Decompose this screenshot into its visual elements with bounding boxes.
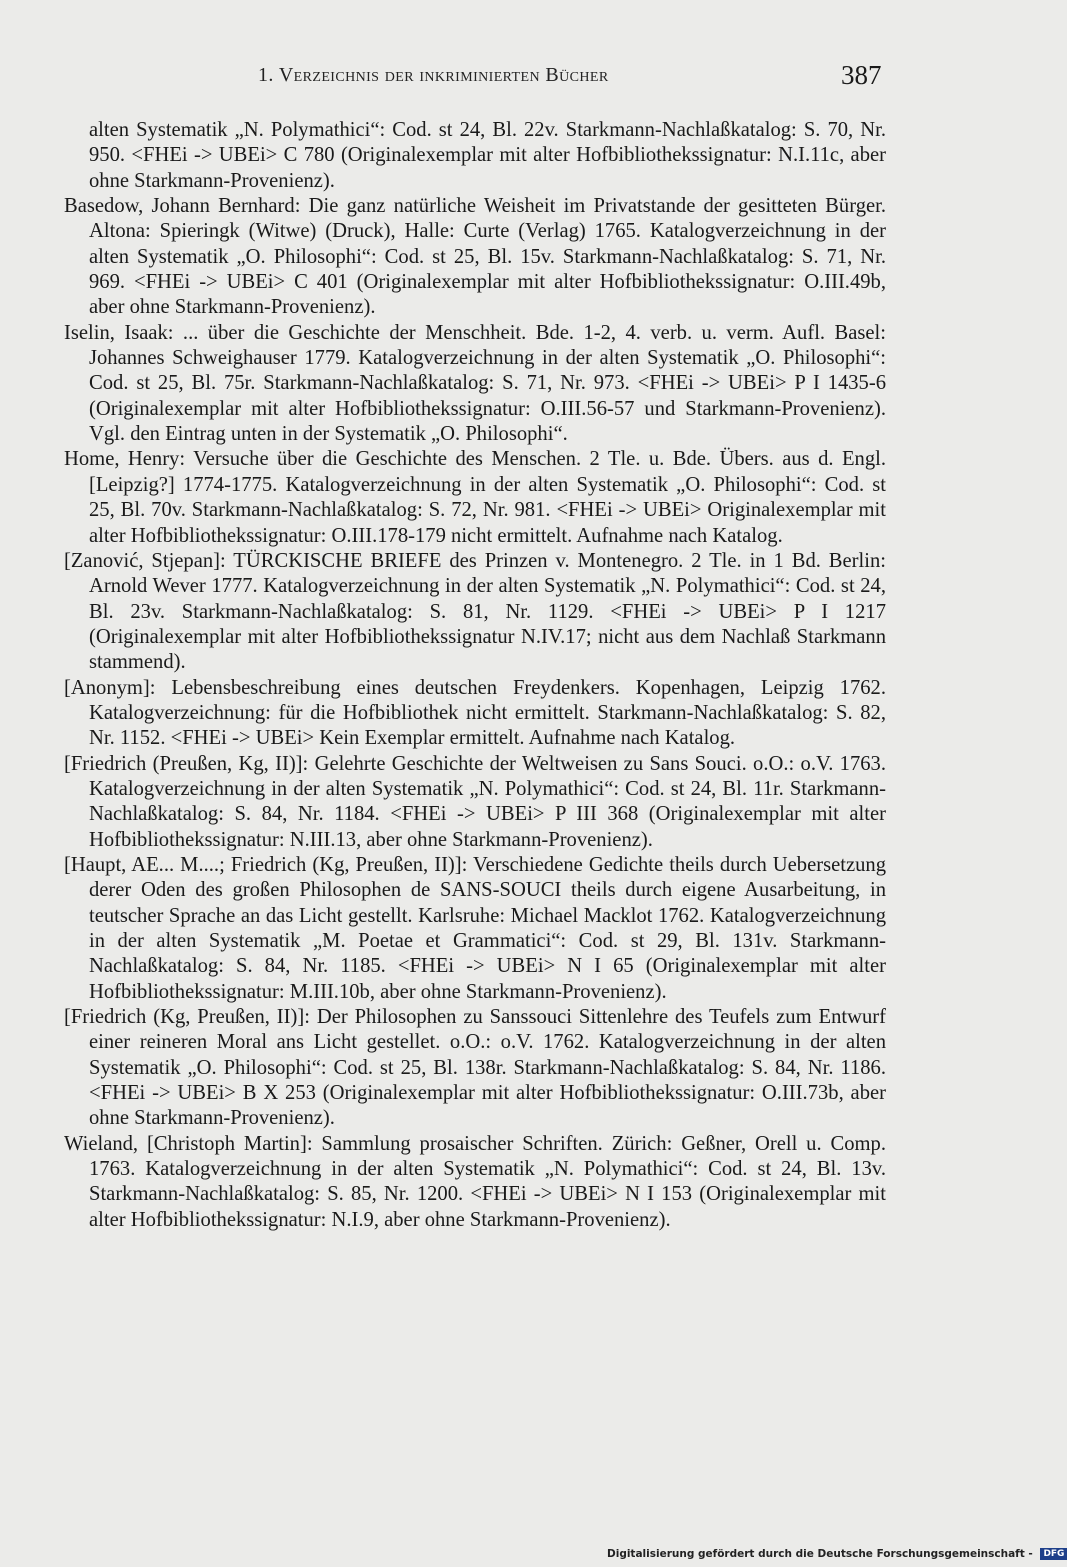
catalog-entry: Iselin, Isaak: ... über die Geschichte der Menschheit. Bde. 1-2, 4. verb. u. verm. Aufl. Basel: Johannes Schweighauser 1779. Katalogverzeichnung in der alten Systematik „O. Philosophi“: Cod. st 25, Bl. 75r. Starkmann-Nachlaßkatalog: S. 71, Nr. 973. <FHEi -> UBEi> P I 1435-6 (Originalexemplar mit alter Hofbibliothekssignatur: O.III.56-57 und Starkmann-Provenienz). Vgl. den Eintrag unten in der Systematik „O. Philosophi“. [64, 321, 886, 446]
page-number: 387 [841, 60, 882, 90]
digitization-credit [607, 1548, 1067, 1560]
catalog-entry: [Anonym]: Lebensbeschreibung eines deutschen Freydenkers. Kopenhagen, Leipzig 1762. Katalogverzeichnung: für die Hofbibliothek nicht ermittelt. Starkmann-Nachlaßkatalog: S. 82, Nr. 1152. <FHEi -> UBEi> Kein Exemplar ermittelt. Aufnahme nach Katalog. [64, 676, 886, 750]
catalog-entry: [Haupt, AE... M....; Friedrich (Kg, Preußen, II)]: Verschiedene Gedichte theils durch Uebersetzung derer Oden des großen Philosophen de SANS-SOUCI theils durch eigene Ausarbeitung, in teutscher Sprache an das Licht gestellt. Karlsruhe: Michael Macklot 1762. Katalogverzeichnung in der alten Systematik „M. Poetae et Grammatici“: Cod. st 29, Bl. 131v. Starkmann-Nachlaßkatalog: S. 84, Nr. 1185. <FHEi -> UBEi> N I 65 (Originalexemplar mit alter Hofbibliothekssignatur: M.III.10b, aber ohne Starkmann-Provenienz). [64, 853, 886, 1003]
catalog-entry: [Friedrich (Preußen, Kg, II)]: Gelehrte Geschichte der Weltweisen zu Sans Souci. o.O.: o.V. 1763. Katalogverzeichnung in der alten Systematik „N. Polymathici“: Cod. st 24, Bl. 11r. Starkmann-Nachlaßkatalog: S. 84, Nr. 1184. <FHEi -> UBEi> P III 368 (Originalexemplar mit alter Hofbibliothekssignatur: N.III.13, aber ohne Starkmann-Provenienz). [64, 752, 886, 851]
catalog-entries [64, 118, 886, 1233]
dfg-logo-icon: DFG [1040, 1548, 1067, 1560]
catalog-entry: alten Systematik „N. Polymathici“: Cod. st 24, Bl. 22v. Starkmann-Nachlaßkatalog: S. 70, Nr. 950. <FHEi -> UBEi> C 780 (Originalexemplar mit alter Hofbibliothekssignatur: N.I.11c, aber ohne Starkmann-Provenienz). [89, 119, 886, 192]
credit-text: Digitalisierung gefördert durch die Deutsche Forschungsgemeinschaft - [607, 1548, 1033, 1560]
running-title: 1. Verzeichnis der inkriminierten Bücher [258, 64, 609, 86]
catalog-entry: [Zanović, Stjepan]: TÜRCKISCHE BRIEFE des Prinzen v. Montenegro. 2 Tle. in 1 Bd. Berlin: Arnold Wever 1777. Katalogverzeichnung in der alten Systematik „N. Polymathici“: Cod. st 24, Bl. 23v. Starkmann-Nachlaßkatalog: S. 81, Nr. 1129. <FHEi -> UBEi> P I 1217 (Originalexemplar mit alter Hofbibliothekssignatur N.IV.17; nicht aus dem Nachlaß Starkmann stammend). [64, 549, 886, 674]
catalog-entry: [Friedrich (Kg, Preußen, II)]: Der Philosophen zu Sanssouci Sittenlehre des Teufels zum Entwurf einer reineren Moral ans Licht gestellet. o.O.: o.V. 1762. Katalogverzeichnung in der alten Systematik „O. Philosophi“: Cod. st 25, Bl. 138r. Starkmann-Nachlaßkatalog: S. 84, Nr. 1186. <FHEi -> UBEi> B X 253 (Originalexemplar mit alter Hofbibliothekssignatur: O.III.73b, aber ohne Starkmann-Provenienz). [64, 1006, 886, 1130]
running-head [0, 58, 1000, 98]
catalog-entry: Basedow, Johann Bernhard: Die ganz natürliche Weisheit im Privatstande der gesitteten Bürger. Altona: Spieringk (Witwe) (Druck), Halle: Curte (Verlag) 1765. Katalogverzeichnung in der alten Systematik „O. Philosophi“: Cod. st 25, Bl. 15v. Starkmann-Nachlaßkatalog: S. 71, Nr. 969. <FHEi -> UBEi> C 401 (Originalexemplar mit alter Hofbibliothekssignatur: O.III.49b, aber ohne Starkmann-Provenienz). [64, 195, 886, 319]
catalog-entry: Home, Henry: Versuche über die Geschichte des Menschen. 2 Tle. u. Bde. Übers. aus d. Engl. [Leipzig?] 1774-1775. Katalogverzeichnung in der alten Systematik „O. Philosophi“: Cod. st 25, Bl. 70v. Starkmann-Nachlaßkatalog: S. 72, Nr. 981. <FHEi -> UBEi> Originalexemplar mit alter Hofbibliothekssignatur: O.III.178-179 nicht ermittelt. Aufnahme nach Katalog. [64, 448, 886, 547]
catalog-entry: Wieland, [Christoph Martin]: Sammlung prosaischer Schriften. Zürich: Geßner, Orell u. Comp. 1763. Katalogverzeichnung in der alten Systematik „N. Polymathici“: Cod. st 24, Bl. 13v. Starkmann-Nachlaßkatalog: S. 85, Nr. 1200. <FHEi -> UBEi> N I 153 (Originalexemplar mit alter Hofbibliothekssignatur: N.I.9, aber ohne Starkmann-Provenienz). [64, 1132, 886, 1231]
